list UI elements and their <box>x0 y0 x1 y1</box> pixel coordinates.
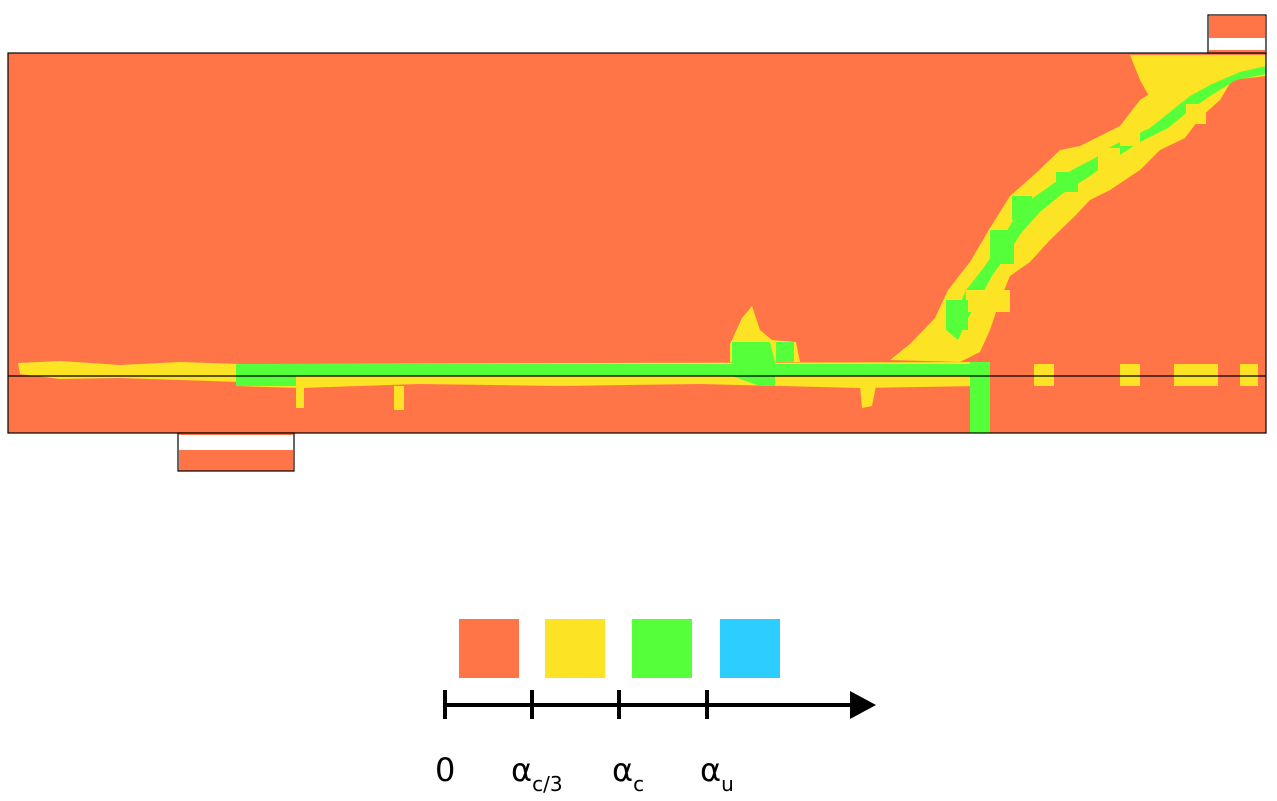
legend-swatch-2 <box>632 619 692 678</box>
crack-block-5 <box>990 230 1014 264</box>
legend-swatch-0 <box>459 619 519 678</box>
legend-label-2 <box>612 751 645 796</box>
crack-drop-1 <box>296 386 304 408</box>
crack-block-3 <box>1056 172 1078 192</box>
crack-block-6 <box>966 290 1010 312</box>
vertical-crack <box>970 362 990 433</box>
crack-drop-2 <box>394 386 404 410</box>
rebar-crack-zone <box>236 364 980 376</box>
legend-swatch-3 <box>720 619 780 678</box>
legend <box>445 619 876 719</box>
legend-swatch-1 <box>545 619 605 678</box>
tension-bit-r3 <box>1174 364 1218 386</box>
rebar-crack-zone-lower <box>236 376 296 386</box>
legend-label-1-main: α <box>511 751 533 789</box>
legend-label-3-main: α <box>700 751 722 789</box>
crack-block-7 <box>946 300 968 330</box>
support-plate-bottom <box>178 433 294 471</box>
crack-block-8 <box>1186 104 1206 124</box>
tension-bit-r2 <box>1120 364 1140 386</box>
legend-label-1-sub: c/3 <box>532 772 563 796</box>
legend-axis-arrowhead <box>850 691 876 719</box>
load-plate-top <box>1208 15 1266 53</box>
tension-bit-r4 <box>1240 364 1258 386</box>
legend-label-3-sub: u <box>721 772 734 796</box>
beam <box>8 53 1266 433</box>
crack-block-2 <box>1098 148 1120 170</box>
tension-bit-r1 <box>1034 364 1054 386</box>
legend-label-2-sub: c <box>633 772 645 796</box>
legend-label-2-main: α <box>612 751 634 789</box>
legend-label-0 <box>435 751 456 789</box>
crack-block-1 <box>1120 126 1140 146</box>
crack-green-2 <box>776 342 794 362</box>
legend-label-0-main: 0 <box>435 751 456 789</box>
legend-label-1 <box>511 751 563 796</box>
crack-block-4 <box>1012 196 1032 220</box>
legend-label-3 <box>700 751 734 796</box>
